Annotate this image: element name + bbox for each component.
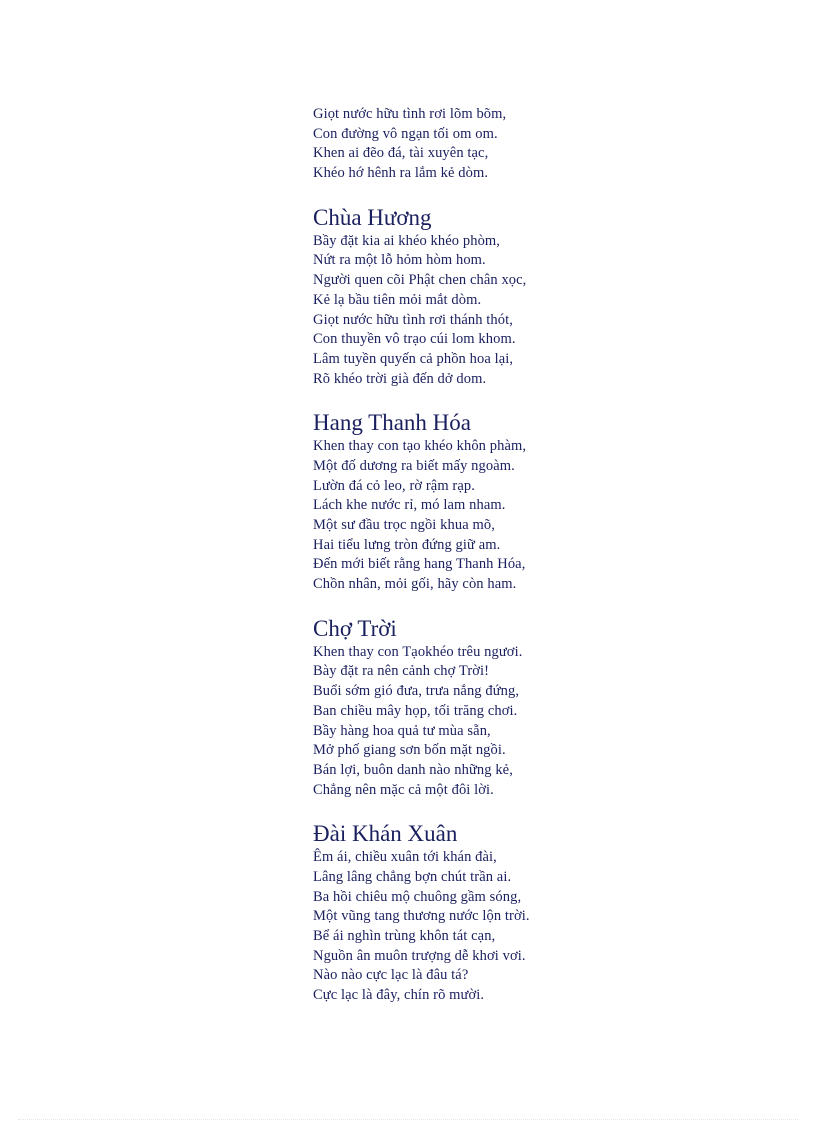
verse-line: Một đố dương ra biết mấy ngoàm. (313, 457, 515, 474)
verse-line: Nứt ra một lỗ hỏm hòm hom. (313, 252, 486, 269)
poem-hang-thanh-hoa (313, 409, 713, 595)
verse-line: Giọt nước hữu tình rơi lõm bõm, (313, 106, 507, 122)
verse-line: Bầy đặt kia ai khéo khéo phòm, (313, 232, 501, 249)
verse-line: Êm ái, chiều xuân tới khán đài, (313, 849, 497, 866)
verse-line: Ban chiều mây họp, tối trăng chơi. (313, 702, 518, 719)
verse-line: Chẳng nên mặc cả một đôi lời. (313, 781, 494, 798)
verse-line: Khéo hớ hênh ra lắm kẻ dòm. (313, 165, 489, 182)
poem-title: Đài Khán Xuân (313, 821, 458, 847)
verse-line: Khen ai đẽo đá, tài xuyên tạc, (313, 145, 489, 162)
verse-line: Kẻ lạ bầu tiên mỏi mắt dòm. (313, 291, 482, 308)
page-bottom-divider (18, 1119, 798, 1120)
verse-line: Buổi sớm gió đưa, trưa nắng đứng, (313, 683, 520, 700)
verse-line: Lâng lâng chẳng bợn chút trần ai. (313, 868, 512, 885)
poem-title: Chợ Trời (313, 615, 397, 641)
verse-line: Giọt nước hữu tình rơi thánh thót, (313, 311, 513, 328)
poem-title: Chùa Hương (313, 204, 432, 230)
verse-line: Một vũng tang thương nước lộn trời. (313, 908, 530, 925)
verse-line: Cực lạc là đây, chín rõ mười. (313, 987, 485, 1004)
verse-line: Một sư đầu trọc ngồi khua mõ, (313, 517, 495, 533)
verse-line: Chồn nhân, mỏi gối, hãy còn ham. (313, 576, 517, 593)
verse-line: Bày đặt ra nên cảnh chợ Trời! (313, 663, 490, 680)
poem-dai-khan-xuan (313, 820, 713, 1006)
verse-line: Rõ khéo trời già đến dở dom. (313, 370, 487, 387)
verse-line: Nguồn ân muôn trượng dễ khơi vơi. (313, 947, 526, 964)
poem-chua-huong (313, 204, 713, 390)
verse-line: Ba hồi chiêu mộ chuông gầm sóng, (313, 888, 522, 905)
verse-line: Con thuyền vô trạo cúi lom khom. (313, 331, 516, 348)
verse-line: Khen thay con tạo khéo khôn phàm, (313, 438, 527, 455)
verse-line: Lách khe nước rỉ, mó lam nham. (313, 497, 506, 514)
poem-title: Hang Thanh Hóa (313, 410, 471, 436)
verse-line: Đến mới biết rằng hang Thanh Hóa, (313, 556, 526, 573)
verse-line: Mở phố giang sơn bốn mặt ngồi. (313, 742, 506, 759)
verse-line: Con đường vô ngạn tối om om. (313, 125, 498, 142)
verse-line: Lườn đá cỏ leo, rờ rậm rạp. (313, 477, 475, 494)
verse-line: Khen thay con Tạokhéo trêu ngươi. (313, 643, 523, 660)
verse-line: Nào nào cực lạc là đâu tá? (313, 967, 469, 984)
verse-line: Người quen cõi Phật chen chân xọc, (313, 272, 527, 289)
poem-cho-troi (313, 615, 713, 801)
intro-stanza (313, 105, 713, 184)
verse-line: Lâm tuyền quyến cả phồn hoa lại, (313, 350, 514, 367)
verse-line: Bầy hàng hoa quả tư mùa sẵn, (313, 722, 491, 739)
verse-line: Bán lợi, buôn danh nào những kẻ, (313, 761, 513, 778)
verse-line: Hai tiểu lưng tròn đứng giữ am. (313, 536, 501, 553)
poem-column (313, 105, 713, 1006)
verse-line: Bể ái nghìn trùng khôn tát cạn, (313, 928, 496, 944)
